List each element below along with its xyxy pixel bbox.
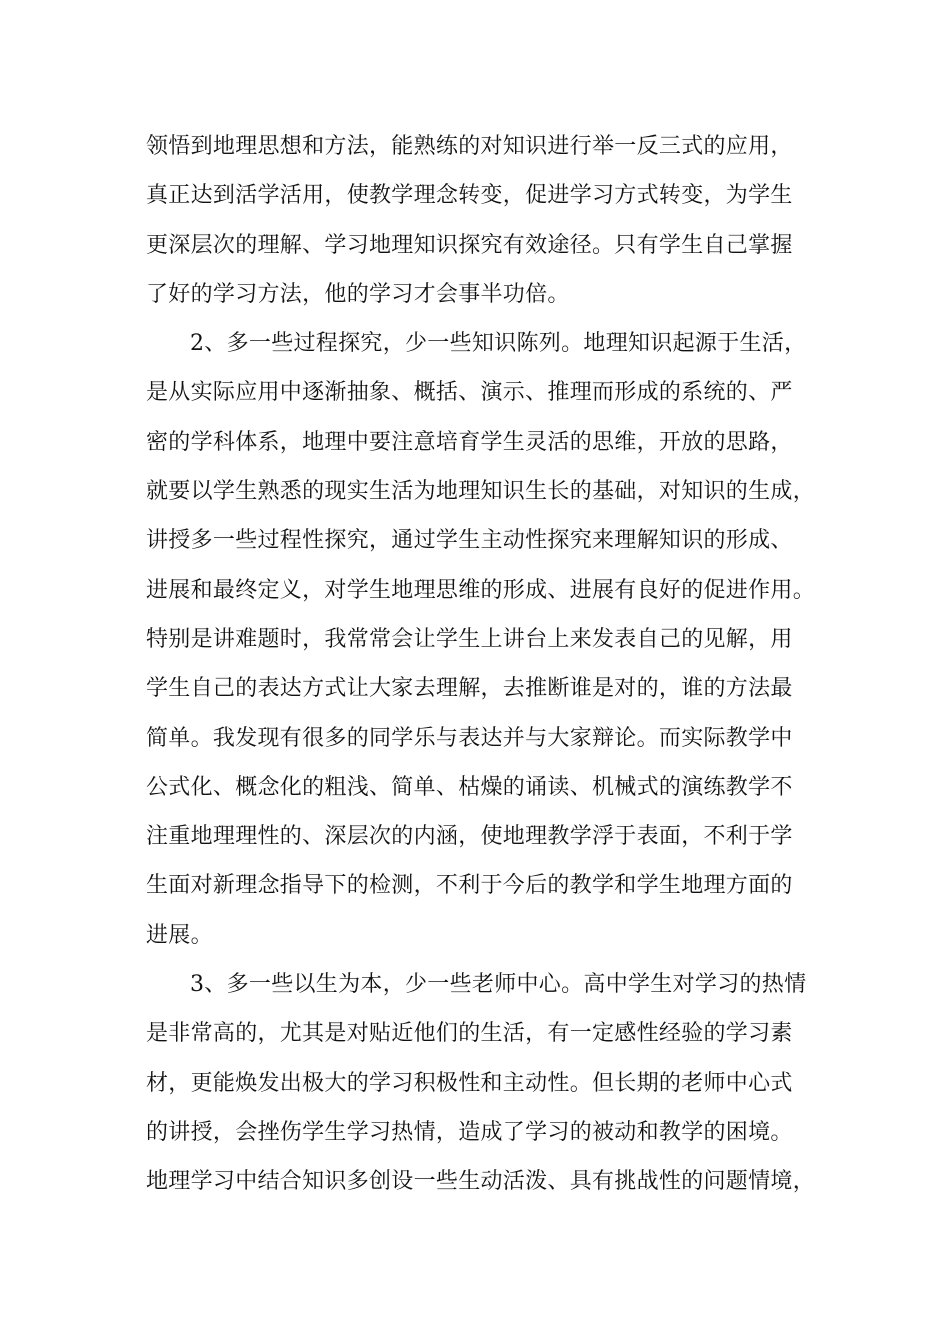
text-line: 密的学科体系，地理中要注意培育学生灵活的思维，开放的思路， — [146, 429, 793, 455]
text-line: 讲授多一些过程性探究，通过学生主动性探究来理解知识的形成、 — [146, 528, 793, 554]
body-text — [146, 127, 846, 1212]
text-line: 进展。 — [146, 922, 213, 948]
text-line: 特别是讲难题时，我常常会让学生上讲台上来发表自己的见解，用 — [146, 626, 793, 652]
text-line: 地理学习中结合知识多创设一些生动活泼、具有挑战性的问题情境， — [146, 1169, 816, 1195]
text-line: 是非常高的，尤其是对贴近他们的生活，有一定感性经验的学习素 — [146, 1021, 793, 1047]
paragraph-2-first-line: 2、多一些过程探究，少一些知识陈列。地理知识起源于生活， — [190, 331, 807, 357]
text-line: 真正达到活学活用，使教学理念转变，促进学习方式转变，为学生 — [146, 183, 793, 209]
text-line: 简单。我发现有很多的同学乐与表达并与大家辩论。而实际教学中 — [146, 725, 793, 751]
text-line: 是从实际应用中逐渐抽象、概括、演示、推理而形成的系统的、严 — [146, 380, 793, 406]
text-line: 领悟到地理思想和方法，能熟练的对知识进行举一反三式的应用， — [146, 134, 793, 159]
text-line: 的讲授，会挫伤学生学习热情，造成了学习的被动和教学的困境。 — [146, 1119, 793, 1145]
text-line: 生面对新理念指导下的检测，不利于今后的教学和学生地理方面的 — [146, 873, 793, 899]
text-line: 公式化、概念化的粗浅、简单、枯燥的诵读、机械式的演练教学不 — [146, 774, 793, 800]
text-line: 材，更能焕发出极大的学习积极性和主动性。但长期的老师中心式 — [146, 1070, 793, 1096]
text-line: 更深层次的理解、学习地理知识探究有效途径。只有学生自己掌握 — [146, 232, 793, 258]
text-line: 学生自己的表达方式让大家去理解，去推断谁是对的，谁的方法最 — [146, 676, 793, 702]
paragraph-3-first-line: 3、多一些以生为本，少一些老师中心。高中学生对学习的热情 — [190, 972, 807, 998]
text-line: 进展和最终定义，对学生地理思维的形成、进展有良好的促进作用。 — [146, 577, 816, 603]
text-line: 了好的学习方法，他的学习才会事半功倍。 — [146, 281, 570, 307]
text-line: 注重地理理性的、深层次的内涵，使地理教学浮于表面，不利于学 — [146, 824, 793, 850]
text-line: 就要以学生熟悉的现实生活为地理知识生长的基础，对知识的生成， — [146, 479, 816, 505]
